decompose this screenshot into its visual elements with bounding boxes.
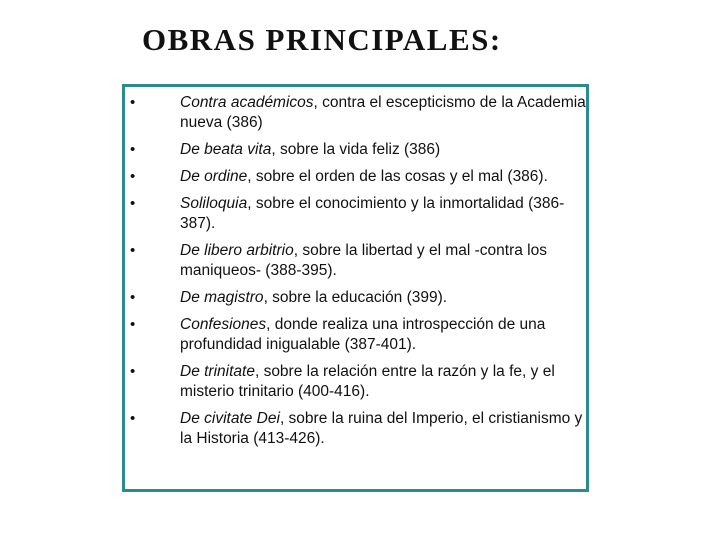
work-title: Confesiones bbox=[180, 316, 267, 333]
work-title: De trinitate bbox=[180, 363, 255, 380]
work-description: , sobre la relación entre la razón y la fe, y el misterio trinitario (400-416). bbox=[180, 363, 555, 400]
list-item bbox=[126, 315, 596, 355]
work-title: De magistro bbox=[180, 289, 264, 306]
work-description: , sobre el conocimiento y la inmortalidad (386-387). bbox=[180, 195, 565, 232]
list-item bbox=[126, 409, 596, 449]
slide-title: OBRAS PRINCIPALES: bbox=[142, 22, 502, 57]
list-item bbox=[126, 241, 596, 281]
bullet-icon: • bbox=[130, 242, 136, 259]
bullet-icon: • bbox=[130, 168, 136, 185]
list-item bbox=[126, 93, 596, 133]
bullet-icon: • bbox=[130, 195, 136, 212]
bullet-icon: • bbox=[130, 410, 136, 427]
work-description: , sobre el orden de las cosas y el mal (386). bbox=[247, 168, 548, 185]
list-item bbox=[126, 288, 596, 308]
work-title: De beata vita bbox=[180, 141, 272, 158]
work-title: De ordine bbox=[180, 168, 248, 185]
list-item bbox=[126, 167, 596, 187]
work-title: De libero arbitrio bbox=[180, 242, 294, 259]
bullet-icon: • bbox=[130, 316, 136, 333]
list-item bbox=[126, 362, 596, 402]
list-item bbox=[126, 194, 596, 234]
bullet-icon: • bbox=[130, 363, 136, 380]
works-list bbox=[126, 93, 596, 456]
work-title: De civitate Dei bbox=[180, 410, 280, 427]
work-title: Soliloquia bbox=[180, 195, 248, 212]
work-description: , donde realiza una introspección de una profundidad inigualable (387-401). bbox=[180, 316, 546, 353]
bullet-icon: • bbox=[130, 94, 136, 111]
work-description: , sobre la educación (399). bbox=[263, 289, 448, 306]
bullet-icon: • bbox=[130, 141, 136, 158]
work-description: , contra el escepticismo de la Academia nueva (386) bbox=[180, 94, 586, 131]
list-item bbox=[126, 140, 596, 160]
work-description: , sobre la ruina del Imperio, el cristianismo y la Historia (413-426). bbox=[180, 410, 583, 447]
work-description: , sobre la vida feliz (386) bbox=[271, 141, 441, 158]
work-description: , sobre la libertad y el mal -contra los maniqueos- (388-395). bbox=[180, 242, 547, 279]
bullet-icon: • bbox=[130, 289, 136, 306]
work-title: Contra académicos bbox=[180, 94, 314, 111]
